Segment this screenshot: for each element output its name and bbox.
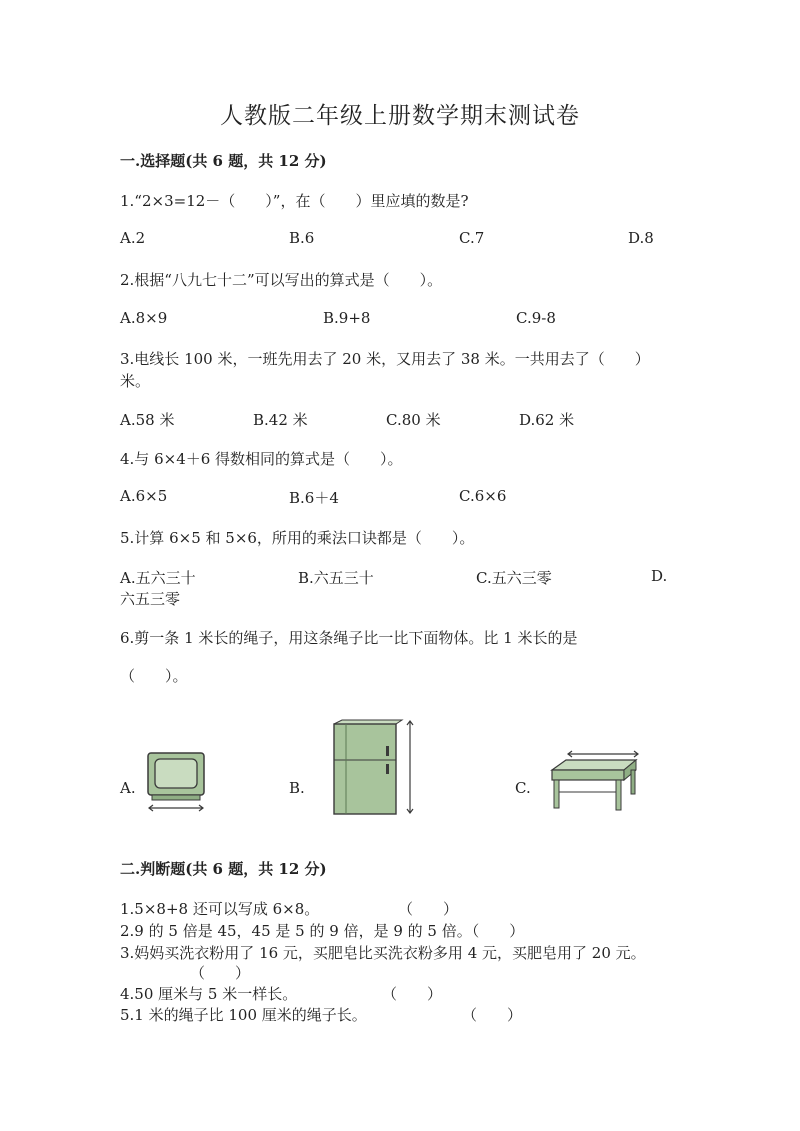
tf-item-4-bracket: （ ） [382, 985, 443, 1003]
q4-option-c: C.6×6 [459, 487, 507, 505]
q5-option-c: C.五六三零 [476, 569, 552, 587]
section-heading-true-false: 二.判断题(共 6 题，共 12 分) [120, 860, 327, 878]
q5-option-a: A.五六三十 [120, 569, 196, 587]
q5-option-b: B.六五三十 [298, 569, 374, 587]
q6-option-b: B. [289, 779, 305, 797]
question-4: 4.与 6×4＋6 得数相同的算式是（ ）。 [120, 450, 403, 468]
q4-option-b: B.6＋4 [289, 489, 339, 507]
q1-option-b: B.6 [289, 229, 315, 247]
tf-item-4: 4.50 厘米与 5 米一样长。 [120, 985, 298, 1003]
question-2: 2.根据“八九七十二”可以写出的算式是（ ）。 [120, 271, 443, 289]
q2-option-c: C.9-8 [516, 309, 556, 327]
question-6: 6.剪一条 1 米长的绳子，用这条绳子比一比下面物体。比 1 米长的是 [120, 629, 578, 647]
q1-option-d: D.8 [628, 229, 654, 247]
q3-option-a: A.58 米 [120, 411, 175, 429]
tf-item-3: 3.妈妈买洗衣粉用了 16 元，买肥皂比买洗衣粉多用 4 元，买肥皂用了 20 元。 [120, 944, 646, 962]
tf-item-5-bracket: （ ） [462, 1006, 523, 1024]
q3-option-d: D.62 米 [519, 411, 575, 429]
tf-item-1: 1.5×8+8 还可以写成 6×8。 [120, 900, 320, 918]
question-3-line-1: 3.电线长 100 米，一班先用去了 20 米，又用去了 38 米。一共用去了（ ） [120, 350, 650, 368]
q5-option-d-continued: 六五三零 [120, 590, 181, 608]
tf-item-5: 5.1 米的绳子比 100 厘米的绳子长。 [120, 1006, 367, 1024]
q2-option-b: B.9+8 [323, 309, 371, 327]
q4-option-a: A.6×5 [120, 487, 168, 505]
q6-option-c: C. [515, 779, 531, 797]
question-3-line-2: 米。 [120, 372, 151, 390]
question-6-blank: （ ）。 [120, 667, 188, 685]
page-title: 人教版二年级上册数学期末测试卷 [220, 103, 580, 129]
question-1: 1.“2×3=12－（ ）”，在（ ）里应填的数是? [120, 192, 469, 210]
q1-option-a: A.2 [120, 229, 146, 247]
tv-icon [143, 750, 209, 816]
q3-option-b: B.42 米 [253, 411, 308, 429]
q2-option-a: A.8×9 [120, 309, 168, 327]
question-5: 5.计算 6×5 和 5×6，所用的乘法口诀都是（ ）。 [120, 529, 475, 547]
tf-item-2: 2.9 的 5 倍是 45，45 是 5 的 9 倍，是 9 的 5 倍。（ ） [120, 922, 525, 940]
section-heading-choice: 一.选择题(共 6 题，共 12 分) [120, 152, 327, 170]
tf-item-1-bracket: （ ） [398, 900, 459, 918]
table-icon [546, 748, 642, 814]
q5-option-d: D. [651, 567, 668, 585]
q3-option-c: C.80 米 [386, 411, 441, 429]
q1-option-c: C.7 [459, 229, 485, 247]
q6-option-a: A. [120, 779, 136, 797]
refrigerator-icon [326, 718, 418, 818]
tf-item-3-bracket: （ ） [190, 964, 251, 982]
